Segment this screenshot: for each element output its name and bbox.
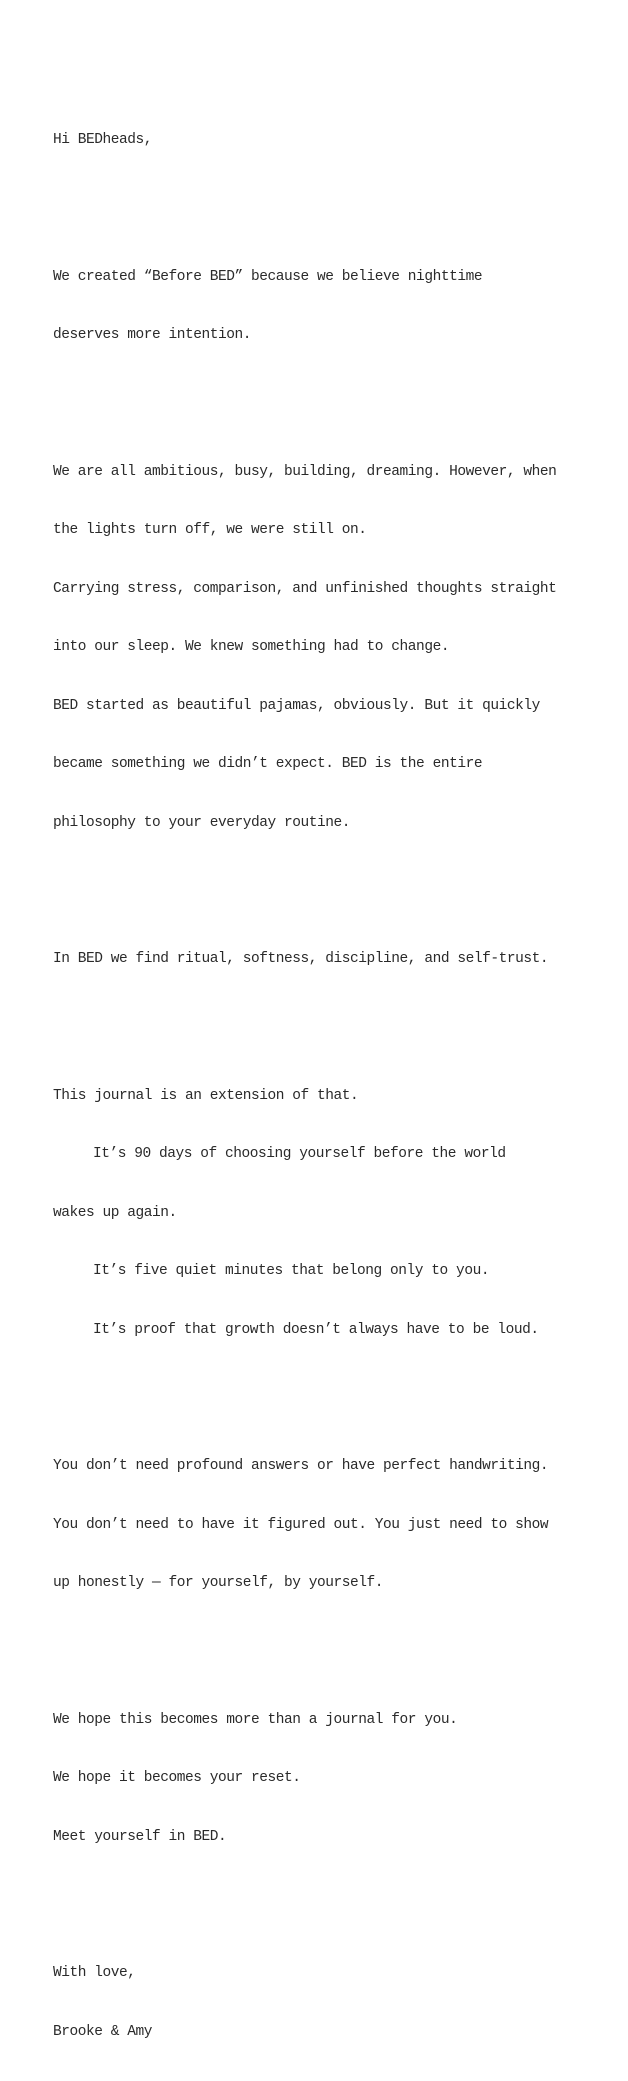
paragraph-1-line-2: deserves more intention. <box>53 327 252 343</box>
paragraph-6-line-1: We hope this becomes more than a journal for you. <box>53 1711 458 1728</box>
signature: Brooke & Amy <box>53 2023 153 2040</box>
paragraph-5-line-2: You don’t need to have it figured out. You just need to show <box>53 1516 549 1533</box>
paragraph-gap <box>53 1009 623 1029</box>
paragraph-gap <box>53 1633 623 1653</box>
paragraph-2-line-3: Carrying stress, comparison, and unfinished thoughts straight <box>53 580 557 597</box>
paragraph-4-intro: This journal is an extension of that. <box>53 1087 359 1104</box>
paragraph-gap <box>53 1379 623 1399</box>
greeting: Hi BEDheads, <box>53 132 153 148</box>
paragraph-4-line-2: It’s five quiet minutes that belong only to you. <box>93 1263 490 1279</box>
paragraph-5-line-3: up honestly — for yourself, by yourself. <box>53 1575 384 1591</box>
paragraph-2-line-6: became something we didn’t expect. BED is the entire <box>53 756 483 772</box>
paragraph-gap <box>53 1886 623 1906</box>
closing: With love, <box>53 1965 136 1981</box>
paragraph-5-line-1: You don’t need profound answers or have perfect handwriting. <box>53 1458 549 1474</box>
paragraph-gap <box>53 385 623 405</box>
paragraph-6-line-2: We hope it becomes your reset. <box>53 1770 301 1786</box>
paragraph-gap <box>53 190 623 210</box>
paragraph-6-line-3: Meet yourself in BED. <box>53 1828 227 1845</box>
letter-body <box>53 92 623 2081</box>
paragraph-4-line-1: It’s 90 days of choosing yourself before the world <box>93 1146 506 1162</box>
paragraph-2-line-2: the lights turn off, we were still on. <box>53 522 367 538</box>
paragraph-2-line-1: We are all ambitious, busy, building, dreaming. However, when <box>53 463 557 480</box>
paragraph-1-line-1: We created “Before BED” because we believe nighttime <box>53 268 483 285</box>
paragraph-4-line-3: It’s proof that growth doesn’t always have to be loud. <box>93 1321 539 1338</box>
paragraph-3: In BED we find ritual, softness, discipline, and self-trust. <box>53 951 549 967</box>
paragraph-2-line-7: philosophy to your everyday routine. <box>53 814 351 831</box>
paragraph-2-line-5: BED started as beautiful pajamas, obviously. But it quickly <box>53 697 540 714</box>
paragraph-4-line-1-continued: wakes up again. <box>53 1204 177 1221</box>
paragraph-gap <box>53 872 623 892</box>
paragraph-2-line-4: into our sleep. We knew something had to change. <box>53 639 450 655</box>
